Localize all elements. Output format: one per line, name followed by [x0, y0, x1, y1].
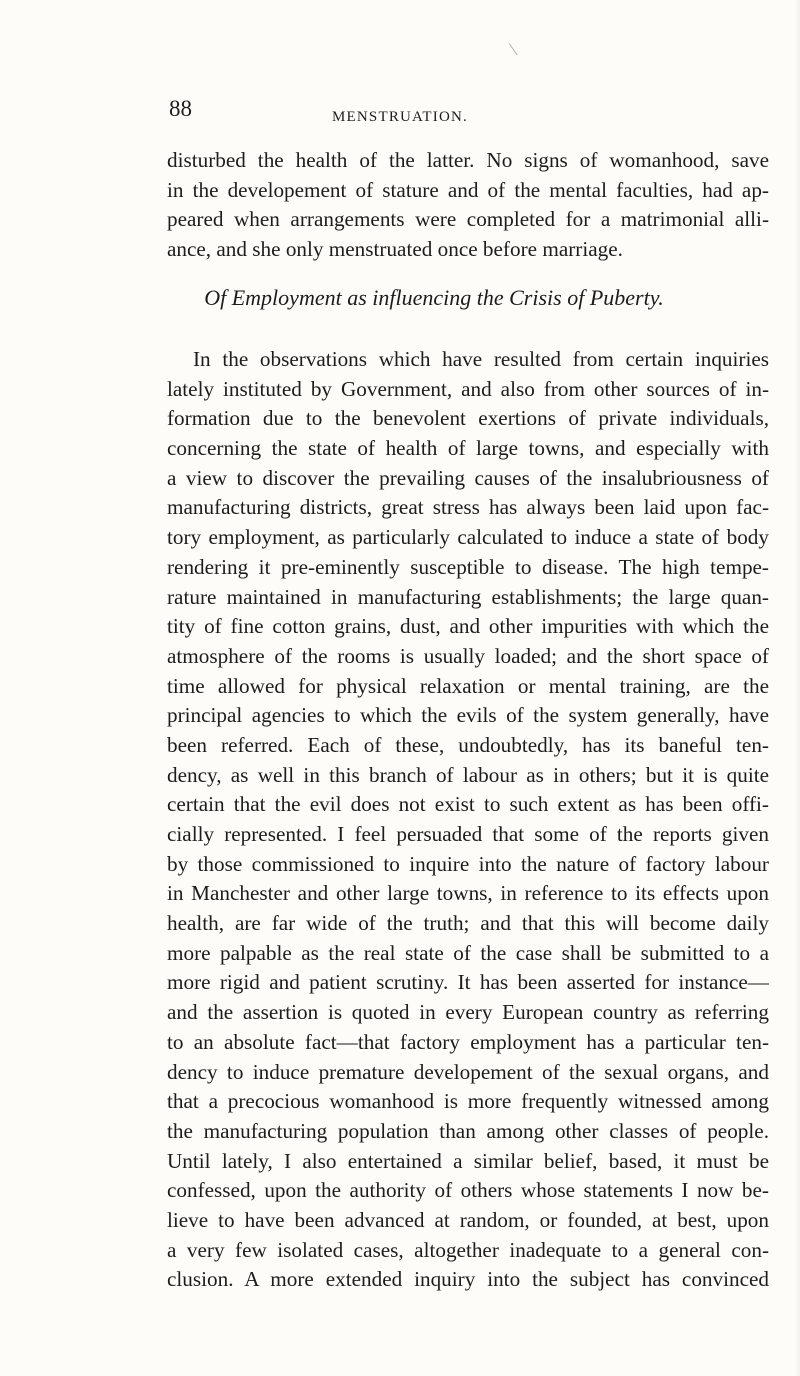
- text-line: time allowed for physical relaxation or mental training, are the: [167, 673, 769, 698]
- text-line: more rigid and patient scrutiny. It has been asserted for instance—: [167, 970, 769, 995]
- text-line: rendering it pre-eminently susceptible to disease. The high tempe-: [167, 554, 769, 579]
- text-line: by those commissioned to inquire into the nature of factory labour: [167, 851, 769, 876]
- text-line: principal agencies to which the evils of the system generally, have: [167, 703, 769, 728]
- paragraph-1: [167, 146, 769, 265]
- text-line: dency to induce premature developement of the sexual organs, and: [167, 1059, 769, 1084]
- text-line: ance, and she only menstruated once before marriage.: [167, 237, 623, 262]
- text-line: cially represented. I feel persuaded that some of the reports given: [167, 822, 769, 846]
- text-line: the manufacturing population than among other classes of people.: [167, 1118, 769, 1143]
- running-head: MENSTRUATION.: [331, 109, 469, 125]
- text-line: certain that the evil does not exist to such extent as has been offi-: [167, 792, 769, 817]
- text-line: health, are far wide of the truth; and that this will become daily: [167, 911, 769, 936]
- text-line: confessed, upon the authority of others whose statements I now be-: [167, 1178, 769, 1203]
- text-line: clusion. A more extended inquiry into the subject has convinced: [167, 1267, 769, 1292]
- paragraph-2: [167, 345, 769, 1295]
- text-line: tity of fine cotton grains, dust, and other impurities with which the: [167, 614, 769, 639]
- text-line: in the developement of stature and of the mental faculties, had ap-: [167, 177, 769, 202]
- text-line: lately instituted by Government, and also from other sources of in-: [167, 376, 769, 401]
- page-edge-shadow: [794, 0, 800, 1376]
- text-line: to an absolute fact—that factory employment has a particular ten-: [167, 1029, 769, 1054]
- text-line: dency, as well in this branch of labour as in others; but it is quite: [167, 762, 769, 787]
- text-line: In the observations which have resulted from certain inquiries: [193, 347, 769, 371]
- text-line: manufacturing districts, great stress has always been laid upon fac-: [167, 495, 769, 520]
- text-line: and the assertion is quoted in every European country as referring: [167, 1000, 769, 1025]
- text-line: disturbed the health of the latter. No signs of womanhood, save: [167, 148, 769, 172]
- text-line: atmosphere of the rooms is usually loaded; and the short space of: [167, 643, 769, 668]
- text-line: Until lately, I also entertained a similar belief, based, it must be: [167, 1148, 769, 1173]
- text-line: in Manchester and other large towns, in reference to its effects upon: [167, 881, 769, 906]
- text-line: been referred. Each of these, undoubtedly, has its baneful ten-: [167, 732, 769, 757]
- text-line: peared when arrangements were completed for a matrimonial alli-: [167, 207, 769, 232]
- section-heading: Of Employment as influencing the Crisis of Puberty.: [204, 285, 664, 310]
- text-line: formation due to the benevolent exertions of private individuals,: [167, 406, 769, 431]
- text-line: a very few isolated cases, altogether inadequate to a general con-: [167, 1237, 769, 1262]
- page-number: 88: [169, 96, 192, 121]
- text-line: lieve to have been advanced at random, or founded, at best, upon: [167, 1207, 769, 1232]
- text-line: rature maintained in manufacturing establishments; the large quan-: [167, 584, 769, 609]
- text-line: concerning the state of health of large towns, and especially with: [167, 436, 769, 461]
- text-line: more palpable as the real state of the case shall be submitted to a: [167, 940, 769, 965]
- text-line: tory employment, as particularly calculated to induce a state of body: [167, 525, 769, 550]
- text-line: that a precocious womanhood is more frequently witnessed among: [167, 1089, 769, 1114]
- text-line: a view to discover the prevailing causes of the insalubriousness of: [167, 465, 769, 490]
- corner-mark: [509, 39, 524, 56]
